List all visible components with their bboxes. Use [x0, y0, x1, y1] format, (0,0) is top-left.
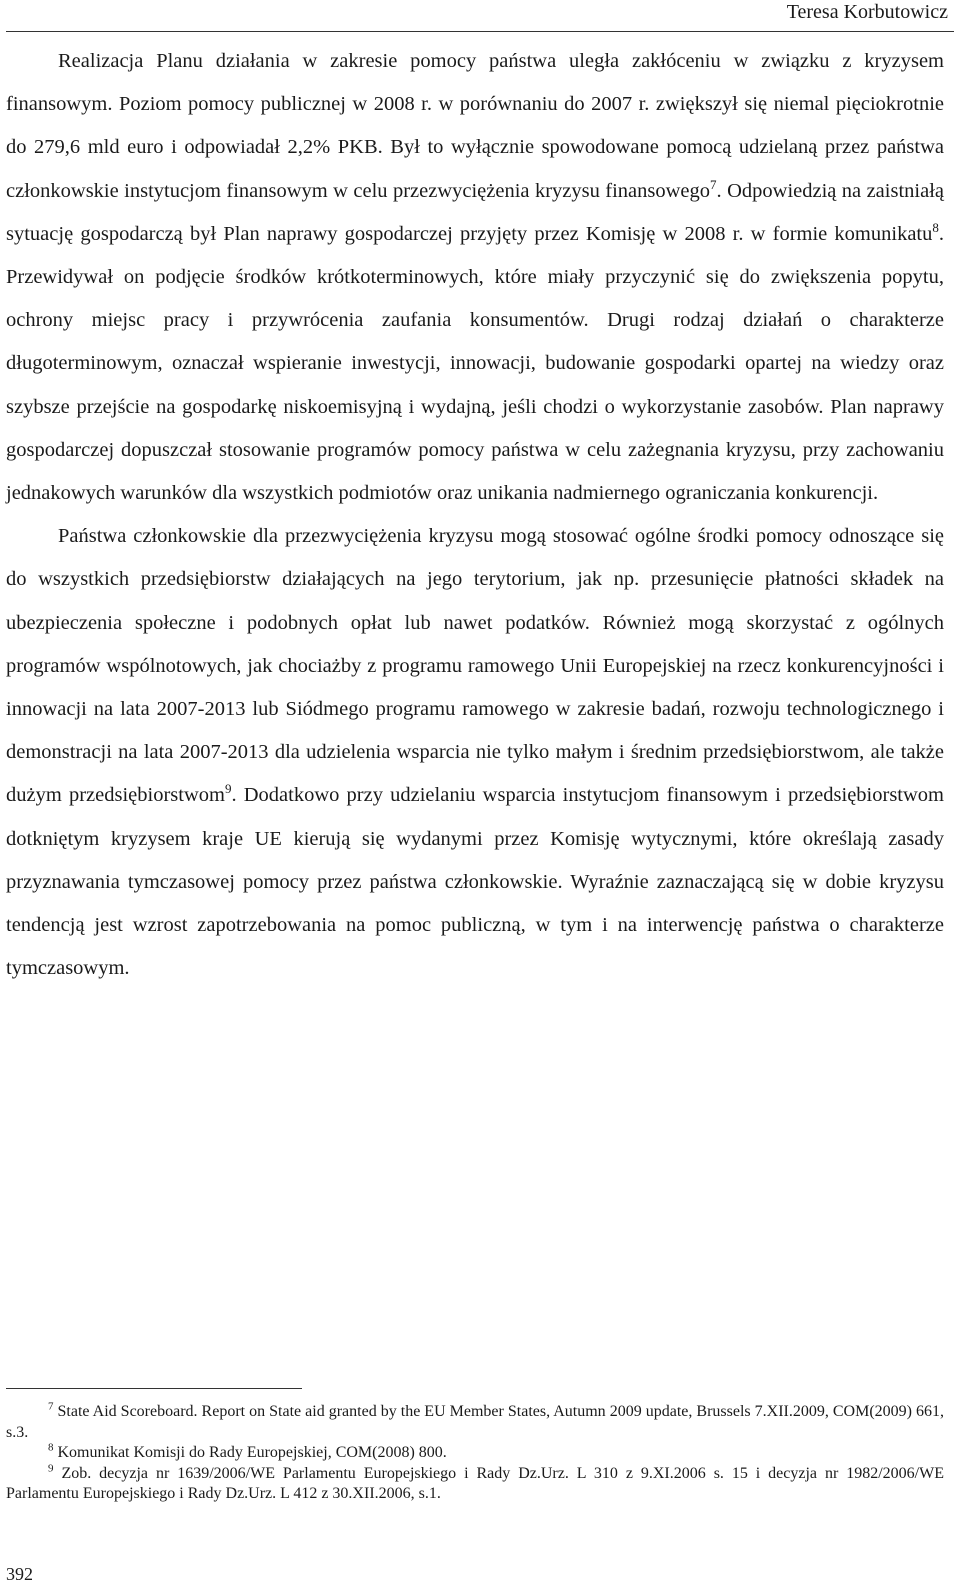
footnote-7: [6, 1402, 944, 1443]
paragraph-text: . Dodatkowo przy udzielaniu wsparcia instytucjom finansowym i przedsiębiorstwom dotkniętym kryzysem kraje UE kierują się wydanymi przez Komisję wytycznymi, które określają zasady przyznawania tymczasowej pomocy przez państwa członkowskie. Wyraźnie zaznaczającą się w dobie kryzysu tendencją jest wzrost zapotrzebowania na pomoc publiczną, w tym i na interwencję państwa o charakterze tymczasowym.: [6, 784, 944, 980]
footnote-text: Komunikat Komisji do Rady Europejskiej, COM(2008) 800.: [57, 1444, 447, 1461]
running-head-author: Teresa Korbutowicz: [786, 1, 948, 23]
footnote-number: 7: [48, 1400, 54, 1413]
footnote-8: [6, 1443, 944, 1464]
footnote-ref: 7: [710, 176, 717, 192]
footnote-separator: [6, 1388, 302, 1389]
paragraph-1: [6, 40, 944, 515]
footnote-text: State Aid Scoreboard. Report on State aid granted by the EU Member States, Autumn 2009 update, Brussels 7.XII.2009, COM(2009) 661, s.3.: [6, 1403, 945, 1441]
footnote-9: [6, 1464, 944, 1505]
footnote-ref: 8: [932, 219, 939, 235]
footnote-ref: 9: [224, 781, 232, 797]
paragraph-text: Państwa członkowskie dla przezwyciężenia kryzysu mogą stosować ogólne środki pomocy odnoszące się do wszystkich przedsiębiorstw działających na jego terytorium, jak np. przesunięcie płatności składek na ubezpieczenia społeczne i podobnych opłat lub nawet podatków. Również mogą skorzystać z ogólnych programów wspólnotowych, jak chociażby z programu ramowego Unii Europejskiej na rzecz konkurencyjności i innowacji na lata 2007-2013 lub Siódmego programu ramowego w zakresie badań, rozwoju technologicznego i demonstracji na lata 2007-2013 dla udzielenia wsparcia nie tylko małym i średnim przedsiębiorstwom, ale także dużym przedsiębiorstwom: [6, 525, 944, 807]
paragraph-2: [6, 515, 944, 990]
main-text: [6, 40, 944, 990]
paragraph-text: . Przewidywał on podjęcie środków krótkoterminowych, które miały przyczynić się do zwiększenia popytu, ochrony miejsc pracy i przywrócenia zaufania konsumentów. Drugi rodzaj działań o charakterze długoterminowym, oznaczał wspieranie inwestycji, innowacji, budowanie gospodarki opartej na wiedzy oraz szybsze przejście na gospodarkę niskoemisyjną i wydajną, jeśli chodzi o wykorzystanie zasobów. Plan naprawy gospodarczej dopuszczał stosowanie programów pomocy państwa w celu zażegnania kryzysu, przy zachowaniu jednakowych warunków dla wszystkich podmiotów oraz unikania nadmiernego ograniczania konkurencji.: [6, 222, 944, 505]
footnote-number: 8: [48, 1441, 54, 1454]
paragraph-text: . Odpowiedzią na zaistniałą sytuację gospodarczą był Plan naprawy gospodarczej przyjęty przez Komisję w 2008 r. w formie komunikatu: [6, 179, 944, 245]
footnote-number: 9: [48, 1462, 54, 1475]
header-rule: [6, 31, 954, 32]
footnote-text: Zob. decyzja nr 1639/2006/WE Parlamentu Europejskiego i Rady Dz.Urz. L 310 z 9.XI.2006 s. 15 i decyzja nr 1982/2006/WE Parlamentu Europejskiego i Rady Dz.Urz. L 412 z 30.XII.2006, s.1.: [6, 1464, 945, 1502]
page-number: 392: [6, 1564, 33, 1584]
paragraph-text: Realizacja Planu działania w zakresie pomocy państwa uległa zakłóceniu w związku z kryzysem finansowym. Poziom pomocy publicznej w 2008 r. w porównaniu do 2007 r. zwiększył się niemal pięciokrotnie do 279,6 mld euro i odpowiadał 2,2% PKB. Był to wyłącznie spowodowane pomocą udzielaną przez państwa członkowskie instytucjom finansowym w celu przezwyciężenia kryzysu finansowego: [6, 50, 944, 202]
footnotes: [6, 1402, 944, 1505]
